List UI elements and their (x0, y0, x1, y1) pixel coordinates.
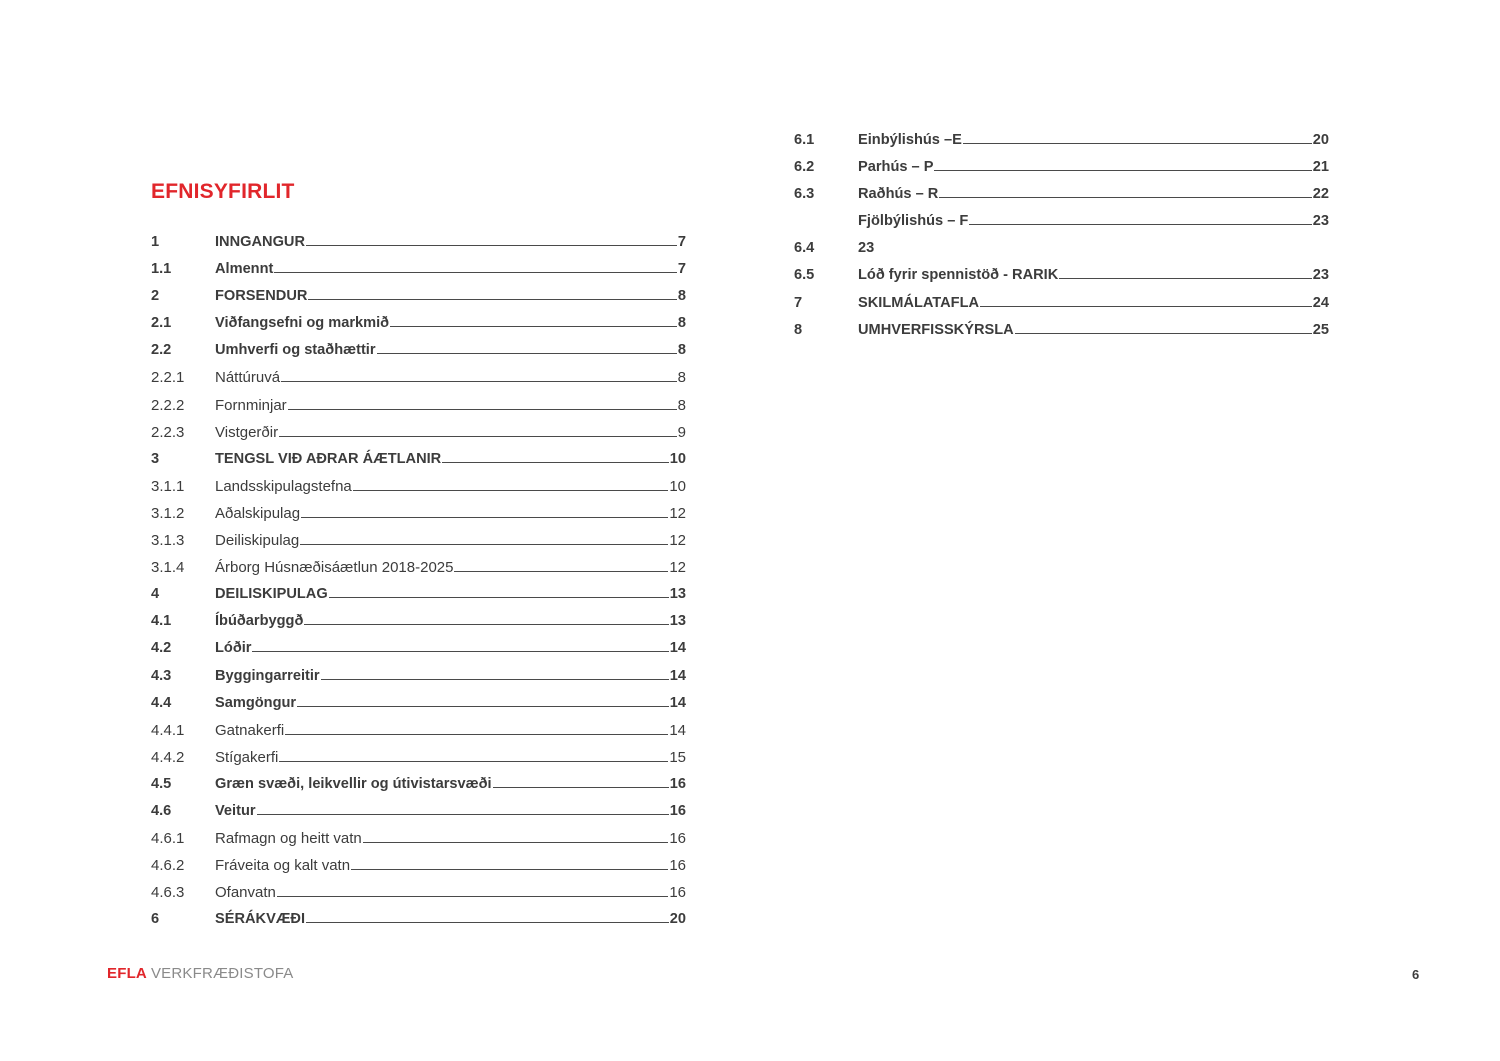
toc-leader-line (304, 624, 668, 625)
toc-leader-line (351, 869, 668, 870)
toc-entry-number: 6 (151, 911, 160, 928)
toc-entry-number: 1 (151, 234, 160, 250)
toc-entry-number: 3.1.1 (151, 477, 185, 495)
toc-entry-number: 4.6.1 (151, 830, 185, 848)
toc-leader-line (274, 272, 677, 273)
toc-entry-number: 2.2.3 (151, 423, 185, 441)
toc-entry-page: 14 (669, 694, 686, 711)
toc-right-column (794, 127, 1329, 344)
toc-entry[interactable] (151, 392, 686, 419)
toc-leader-line (1059, 278, 1312, 279)
toc-entry-page: 12 (669, 532, 686, 550)
toc-entry[interactable] (151, 663, 686, 690)
toc-entry-page: 8 (677, 369, 686, 387)
toc-entry-title: Lóðir (215, 640, 252, 657)
toc-entry-page: 16 (669, 775, 686, 792)
toc-leader-line (288, 409, 677, 410)
toc-entry[interactable] (794, 262, 1329, 289)
toc-entry[interactable] (151, 608, 686, 635)
toc-entry[interactable] (151, 310, 686, 337)
toc-entry[interactable] (794, 290, 1329, 317)
toc-entry-title: Stígakerfi (215, 748, 279, 766)
toc-leader-line (442, 462, 669, 463)
toc-entry-title: Einbýlishús –E (858, 132, 962, 148)
toc-entry-page: 25 (1312, 321, 1329, 338)
toc-leader-line (969, 224, 1311, 225)
toc-leader-line (934, 170, 1311, 171)
toc-entry-number: 4.3 (151, 667, 172, 684)
toc-entry-number: 2.2 (151, 342, 172, 359)
toc-leader-line (1015, 333, 1312, 334)
toc-entry-number: 6.4 (794, 240, 815, 257)
toc-leader-line (300, 544, 668, 545)
toc-entry-title: FORSENDUR (215, 288, 308, 305)
toc-entry-page: 8 (677, 396, 686, 414)
page-number: 6 (1412, 967, 1420, 982)
toc-entry-title: Fráveita og kalt vatn (215, 857, 351, 875)
toc-entry[interactable] (151, 581, 686, 608)
toc-entry-number: 4.6.2 (151, 857, 185, 875)
toc-entry-number: 2 (151, 288, 160, 305)
toc-entry[interactable] (151, 337, 686, 364)
toc-entry-title: Fornminjar (215, 396, 287, 414)
toc-entry-title: Græn svæði, leikvellir og útivistarsvæði (215, 775, 492, 792)
toc-entry-number: 4.5 (151, 775, 172, 792)
toc-entry-page: 13 (669, 613, 686, 630)
toc-entry-page: 7 (677, 261, 686, 278)
toc-entry[interactable] (151, 256, 686, 283)
toc-leader-line (252, 651, 668, 652)
toc-entry-title: Vistgerðir (215, 423, 279, 441)
toc-entry-number: 3.1.2 (151, 504, 185, 522)
toc-leader-line (321, 679, 669, 680)
toc-leader-line (297, 706, 669, 707)
toc-entry[interactable] (794, 181, 1329, 208)
toc-entry[interactable] (151, 419, 686, 446)
toc-entry-number: 3 (151, 450, 160, 467)
toc-leader-line (279, 436, 677, 437)
toc-entry-title: INNGANGUR (215, 234, 305, 250)
toc-entry-title: Árborg Húsnæðisáætlun 2018-2025 (215, 559, 454, 577)
toc-entry-page: 7 (677, 234, 686, 250)
toc-entry-number: 4.4 (151, 694, 172, 711)
toc-entry-title: Gatnakerfi (215, 721, 285, 739)
toc-entry-page: 23 (1312, 213, 1329, 230)
toc-entry-page: 14 (669, 667, 686, 684)
toc-entry[interactable] (794, 317, 1329, 344)
toc-entry-number: 3.1.4 (151, 559, 185, 577)
toc-entry[interactable] (151, 825, 686, 852)
toc-leader-line (377, 353, 677, 354)
toc-entry-title: SÉRÁKVÆÐI (215, 911, 306, 928)
toc-entry[interactable] (151, 446, 686, 473)
toc-entry-page: 16 (669, 884, 686, 902)
toc-leader-line (308, 299, 676, 300)
toc-entry-title: Náttúruvá (215, 369, 281, 387)
toc-leader-line (285, 734, 668, 735)
toc-entry-number: 4.6 (151, 802, 172, 819)
toc-entry-number: 6.2 (794, 159, 815, 176)
toc-leader-line (493, 787, 669, 788)
toc-leader-line (963, 143, 1312, 144)
toc-entry-page: 12 (669, 559, 686, 577)
toc-entry-page: 14 (669, 721, 686, 739)
toc-entry-page: 20 (669, 911, 686, 928)
toc-entry-page: 8 (677, 315, 686, 332)
toc-leader-line (390, 326, 677, 327)
toc-entry-page: 20 (1312, 132, 1329, 148)
toc-leader-line (454, 571, 668, 572)
toc-leader-line (306, 922, 669, 923)
toc-leader-line (281, 381, 677, 382)
toc-entry[interactable] (151, 744, 686, 771)
toc-entry-number: 2.1 (151, 315, 172, 332)
toc-entry-page: 10 (669, 477, 686, 495)
toc-entry-title: 23 (858, 240, 875, 257)
toc-entry-page: 16 (669, 857, 686, 875)
toc-entry-number: 6.3 (794, 186, 815, 203)
toc-leader-line (939, 197, 1311, 198)
toc-leader-line (279, 761, 668, 762)
toc-entry-page: 22 (1312, 186, 1329, 203)
toc-entry-number: 2.2.1 (151, 369, 185, 387)
toc-entry[interactable] (151, 852, 686, 879)
toc-entry[interactable] (151, 717, 686, 744)
toc-entry[interactable] (151, 554, 686, 581)
toc-entry[interactable] (151, 473, 686, 500)
toc-entry-number: 6.1 (794, 132, 815, 148)
toc-leader-line (257, 814, 669, 815)
toc-entry-title: Aðalskipulag (215, 504, 301, 522)
toc-entry[interactable] (794, 127, 1329, 154)
brand-mark: EFLA (107, 965, 147, 982)
toc-entry-page: 21 (1312, 159, 1329, 176)
toc-entry-number: 4.4.1 (151, 721, 185, 739)
toc-leader-line (980, 306, 1312, 307)
toc-entry-number: 4.2 (151, 640, 172, 657)
toc-leader-line (306, 245, 677, 246)
toc-entry-page: 23 (1312, 267, 1329, 284)
toc-entry-number: 3.1.3 (151, 532, 185, 550)
toc-leader-line (329, 597, 669, 598)
toc-entry-title: SKILMÁLATAFLA (858, 294, 980, 311)
toc-entry-title: Fjölbýlishús – F (858, 213, 969, 230)
toc-entry-number: 4.1 (151, 613, 172, 630)
toc-leader-line (353, 490, 669, 491)
toc-leader-line (301, 517, 668, 518)
toc-entry-number: 1.1 (151, 261, 172, 278)
toc-entry-title: Almennt (215, 261, 274, 278)
toc-entry[interactable] (794, 208, 1329, 235)
toc-entry[interactable] (151, 229, 686, 256)
toc-leader-line (277, 896, 668, 897)
toc-entry-page: 15 (669, 748, 686, 766)
brand-subtitle: VERKFRÆÐISTOFA (150, 965, 294, 982)
toc-entry-title: Lóð fyrir spennistöð - RARIK (858, 267, 1059, 284)
toc-entry-number: 7 (794, 294, 803, 311)
toc-entry-page: 16 (669, 802, 686, 819)
toc-left-column (151, 229, 686, 933)
toc-entry-title: Veitur (215, 802, 256, 819)
toc-entry[interactable] (151, 283, 686, 310)
toc-entry[interactable] (151, 635, 686, 662)
footer-brand-logo (107, 965, 294, 982)
toc-entry-title: TENGSL VIÐ AÐRAR ÁÆTLANIR (215, 450, 442, 467)
toc-entry-title: Byggingarreitir (215, 667, 320, 684)
toc-entry-number: 2.2.2 (151, 396, 185, 414)
toc-entry[interactable] (151, 879, 686, 906)
toc-entry-page: 10 (669, 450, 686, 467)
toc-entry-page: 14 (669, 640, 686, 657)
toc-entry-page: 24 (1312, 294, 1329, 311)
toc-entry-number: 4.6.3 (151, 884, 185, 902)
toc-entry-title: Íbúðarbyggð (215, 613, 304, 630)
toc-entry-number: 4 (151, 586, 160, 603)
toc-entry-title: Landsskipulagstefna (215, 477, 352, 495)
toc-entry-number: 6.5 (794, 267, 815, 284)
toc-entry-page: 8 (677, 342, 686, 359)
toc-entry-number: 4.4.2 (151, 748, 185, 766)
toc-entry-title: Rafmagn og heitt vatn (215, 830, 362, 848)
toc-entry-page: 13 (669, 586, 686, 603)
toc-entry-title: Parhús – P (858, 159, 934, 176)
toc-entry[interactable] (151, 771, 686, 798)
toc-entry-title: UMHVERFISSKÝRSLA (858, 321, 1014, 338)
toc-title: EFNISYFIRLIT (151, 180, 295, 203)
toc-entry[interactable] (151, 798, 686, 825)
toc-entry-title: Raðhús – R (858, 186, 939, 203)
toc-entry[interactable] (151, 690, 686, 717)
toc-entry-number: 8 (794, 321, 803, 338)
toc-entry-title: Samgöngur (215, 694, 297, 711)
toc-entry-page: 16 (669, 830, 686, 848)
toc-entry-title: Viðfangsefni og markmið (215, 315, 390, 332)
toc-entry[interactable] (151, 906, 686, 933)
toc-leader-line (363, 842, 669, 843)
toc-entry-page: 9 (677, 423, 686, 441)
toc-entry-title: Ofanvatn (215, 884, 276, 902)
toc-entry[interactable] (151, 527, 686, 554)
toc-entry-title: Umhverfi og staðhættir (215, 342, 376, 359)
toc-entry[interactable] (151, 364, 686, 391)
toc-entry[interactable] (794, 154, 1329, 181)
toc-entry[interactable] (151, 500, 686, 527)
toc-entry-page: 12 (669, 504, 686, 522)
toc-entry-title: DEILISKIPULAG (215, 586, 328, 603)
toc-entry-title: Deiliskipulag (215, 532, 300, 550)
toc-entry[interactable] (794, 235, 1329, 262)
toc-entry-page: 8 (677, 288, 686, 305)
